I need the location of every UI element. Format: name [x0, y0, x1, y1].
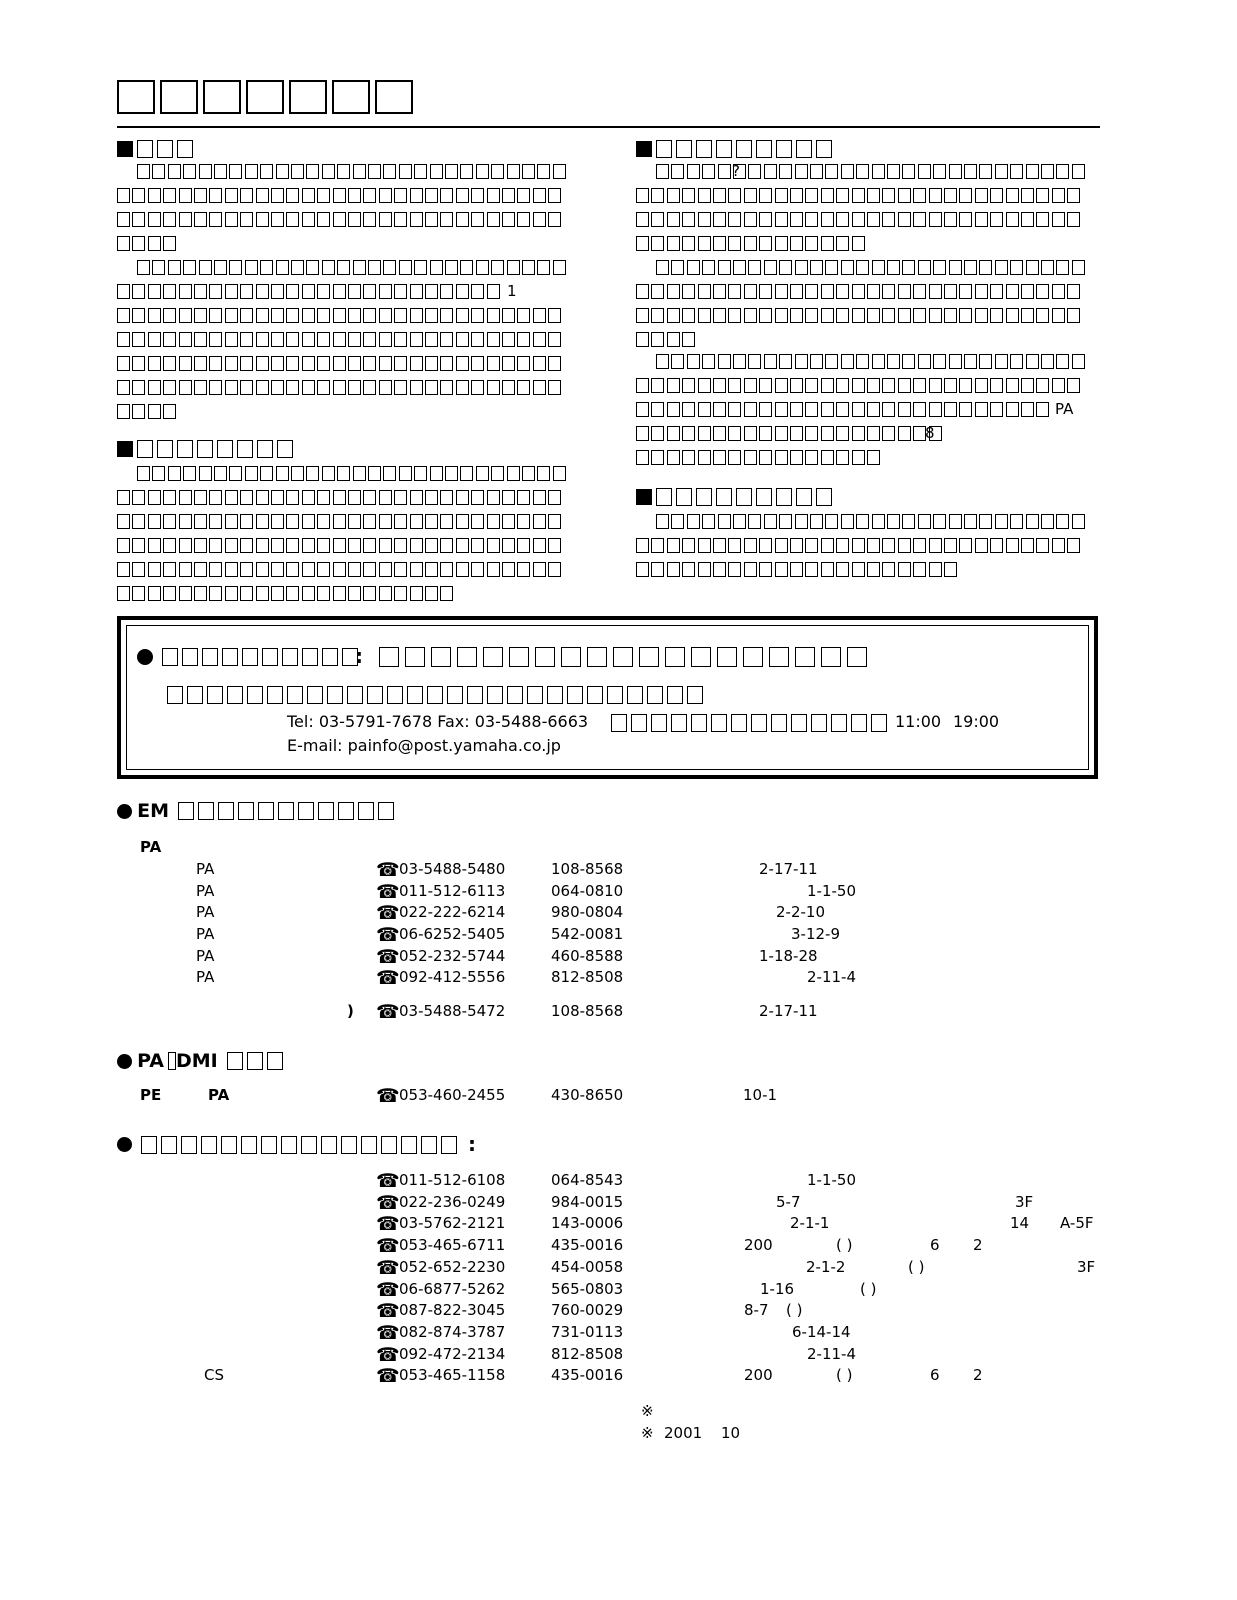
text-line [117, 582, 577, 606]
em-row-name: PA [196, 882, 215, 900]
service-zip: 454-0058 [551, 1257, 624, 1276]
service-tel: 03-5762-2121 [399, 1214, 506, 1233]
service-row [0, 1345, 1237, 1366]
pa-dmi-heading-dmi: DMI [175, 1050, 218, 1072]
em-heading [117, 800, 394, 824]
text-line [117, 232, 577, 256]
phone-icon: ☎ [376, 1235, 400, 1258]
service-addr: 2-1-2 [806, 1257, 846, 1276]
phone-icon: ☎ [376, 967, 400, 989]
text-line [636, 160, 1096, 184]
text-line [636, 208, 1096, 232]
contact-hours-start: 11:00 [895, 712, 942, 731]
service-extra2: A-5F [1060, 1214, 1094, 1233]
text-line [636, 374, 1096, 398]
phone-icon: ☎ [376, 1343, 400, 1366]
text-line [636, 232, 1096, 256]
text-line [636, 280, 1096, 304]
contact-tel-fax: Tel: 03-5791-7678 Fax: 03-5488-6663 [287, 712, 589, 731]
service-addr: 6-14-14 [792, 1322, 851, 1341]
text-line [117, 400, 577, 424]
inline-question: ? [732, 162, 740, 180]
service-row [0, 1214, 1237, 1235]
em-row [196, 968, 1096, 989]
contact-hours-end: 19:00 [953, 712, 1000, 731]
em-extra-tel: 03-5488-5472 [399, 1002, 506, 1020]
pa-dmi-tel: 053-460-2455 [399, 1086, 506, 1104]
em-row-addr: 2-17-11 [759, 860, 818, 878]
service-heading [117, 1134, 457, 1158]
em-group-label: PA [140, 838, 162, 856]
service-tel: 053-465-6711 [399, 1236, 506, 1255]
service-addr: 200 [744, 1236, 773, 1255]
service-extra: 3F [1077, 1257, 1096, 1276]
text-line [636, 558, 1096, 582]
pa-dmi-zip: 430-8650 [551, 1086, 624, 1104]
service-row [0, 1323, 1237, 1344]
phone-icon: ☎ [376, 946, 400, 968]
text-line [117, 558, 577, 582]
contact-heading [137, 646, 358, 668]
text-line [117, 304, 577, 328]
right-paragraph-1 [636, 160, 1096, 256]
service-tel: 011-512-6108 [399, 1171, 506, 1189]
service-addr: 200 [744, 1366, 773, 1385]
em-row-name: PA [196, 925, 215, 943]
service-addr: 1-1-50 [807, 1171, 856, 1189]
phone-icon: ☎ [376, 1278, 400, 1301]
service-n2: 2 [973, 1236, 983, 1255]
em-row [196, 947, 1096, 968]
phone-icon: ☎ [376, 1300, 400, 1323]
em-row [196, 903, 1096, 924]
service-addr: 2-11-4 [807, 1344, 856, 1363]
pa-dmi-row [140, 1086, 1100, 1107]
text-line [117, 208, 577, 232]
text-line [117, 160, 577, 184]
service-zip: 812-8508 [551, 1344, 624, 1363]
em-row-tel: 092-412-5556 [399, 968, 506, 986]
phone-icon: ☎ [376, 1191, 400, 1214]
service-addr: 2-1-1 [790, 1214, 830, 1233]
service-n2: 2 [973, 1366, 983, 1385]
service-zip: 731-0113 [551, 1322, 624, 1341]
service-addr: 1-16 [760, 1279, 795, 1298]
text-line [117, 376, 577, 400]
em-heading-text: EM [137, 800, 169, 822]
left-paragraph-3 [117, 462, 577, 606]
em-row [196, 925, 1096, 946]
em-row-zip: 980-0804 [551, 903, 624, 921]
note-year: 2001 [664, 1424, 703, 1442]
service-tel: 053-465-1158 [399, 1366, 506, 1385]
em-row-zip: 812-8508 [551, 968, 624, 986]
em-row-addr: 3-12-9 [791, 925, 840, 943]
em-row-name: PA [196, 903, 215, 921]
text-line [636, 256, 1096, 280]
service-row [0, 1258, 1237, 1279]
phone-icon: ☎ [376, 1001, 400, 1023]
service-row [0, 1301, 1237, 1322]
em-row-tel: 052-232-5744 [399, 947, 506, 965]
section-heading-right-1 [636, 138, 832, 160]
inline-pa: PA [1055, 400, 1074, 418]
phone-icon: ☎ [376, 924, 400, 946]
service-addr: 8-7 [744, 1301, 769, 1320]
note-mark-1: ※ [641, 1402, 654, 1420]
text-line [117, 510, 577, 534]
em-row-zip: 542-0081 [551, 925, 624, 943]
pa-dmi-label2: PA [208, 1086, 230, 1104]
service-addr: 5-7 [776, 1192, 801, 1211]
text-line [117, 486, 577, 510]
em-row-name: PA [196, 860, 215, 878]
service-zip: 984-0015 [551, 1192, 624, 1211]
em-extra-paren: ) [347, 1002, 354, 1020]
em-row-zip: 108-8568 [551, 860, 624, 878]
contact-box [117, 616, 1098, 779]
em-row-addr: 2-11-4 [807, 968, 856, 986]
text-line [636, 510, 1096, 534]
left-paragraph-1 [117, 160, 577, 256]
text-line [636, 422, 1096, 446]
contact-intro [163, 684, 703, 704]
section-heading-right-2 [636, 486, 832, 508]
em-row-tel: 06-6252-5405 [399, 925, 506, 943]
text-line [117, 256, 577, 280]
service-label: CS [204, 1366, 224, 1385]
em-row-name: PA [196, 968, 215, 986]
service-row [0, 1193, 1237, 1214]
section-heading-left-1 [117, 138, 193, 160]
text-line [117, 328, 577, 352]
em-extra-zip: 108-8568 [551, 1002, 624, 1020]
contact-email[interactable]: E-mail: painfo@post.yamaha.co.jp [287, 736, 561, 755]
em-row-tel: 022-222-6214 [399, 903, 506, 921]
service-paren: ( ) [836, 1236, 853, 1255]
phone-icon: ☎ [376, 1170, 400, 1192]
pa-dmi-addr: 10-1 [743, 1086, 778, 1104]
text-line [636, 534, 1096, 558]
service-tel: 087-822-3045 [399, 1301, 506, 1320]
contact-heading-tail [373, 646, 867, 667]
em-row [196, 882, 1096, 903]
service-paren: ( ) [860, 1279, 877, 1298]
service-zip: 435-0016 [551, 1366, 624, 1385]
right-paragraph-4 [636, 510, 1096, 582]
service-tel: 052-652-2230 [399, 1257, 506, 1276]
phone-icon: ☎ [376, 881, 400, 903]
service-extra: 14 [1010, 1214, 1030, 1233]
service-paren: ( ) [786, 1301, 803, 1320]
service-zip: 565-0803 [551, 1279, 624, 1298]
text-line [117, 184, 577, 208]
phone-icon: ☎ [376, 859, 400, 881]
text-line [636, 446, 1096, 470]
text-line [636, 398, 1096, 422]
em-row-name: PA [196, 947, 215, 965]
text-line [117, 534, 577, 558]
phone-icon: ☎ [376, 1085, 400, 1107]
pa-dmi-heading-pa: PA [137, 1050, 164, 1072]
note-mark-2: ※ [641, 1424, 654, 1442]
service-zip: 435-0016 [551, 1236, 624, 1255]
service-zip: 760-0029 [551, 1301, 624, 1320]
text-line [117, 462, 577, 486]
em-row-zip: 064-0810 [551, 882, 624, 900]
service-row [0, 1236, 1237, 1257]
right-paragraph-2 [636, 256, 1096, 352]
phone-icon: ☎ [376, 902, 400, 924]
em-row [196, 860, 1096, 881]
em-row-tel: 03-5488-5480 [399, 860, 506, 878]
service-row [0, 1171, 1237, 1192]
section-heading-left-2 [117, 438, 293, 460]
right-paragraph-3 [636, 350, 1096, 470]
contact-colon: : [355, 644, 363, 668]
em-extra-row [140, 1002, 1100, 1023]
service-zip: 143-0006 [551, 1214, 624, 1233]
em-row-zip: 460-8588 [551, 947, 624, 965]
service-n1: 6 [930, 1236, 940, 1255]
text-line [636, 304, 1096, 328]
pa-dmi-heading [117, 1050, 283, 1074]
service-paren: ( ) [908, 1257, 925, 1276]
note-month: 10 [721, 1424, 741, 1442]
contact-hours-label [607, 712, 887, 732]
phone-icon: ☎ [376, 1321, 400, 1344]
text-line [636, 184, 1096, 208]
service-zip: 064-8543 [551, 1171, 624, 1189]
text-line [117, 352, 577, 376]
service-row [0, 1366, 1237, 1387]
inline-eight: 8 [925, 424, 935, 442]
pa-dmi-label1: PE [140, 1086, 162, 1104]
phone-icon: ☎ [376, 1213, 400, 1236]
service-colon: : [468, 1132, 476, 1156]
service-tel: 022-236-0249 [399, 1192, 506, 1211]
phone-icon: ☎ [376, 1365, 400, 1388]
em-extra-addr: 2-17-11 [759, 1002, 818, 1020]
service-row [0, 1280, 1237, 1301]
em-row-addr: 1-18-28 [759, 947, 818, 965]
em-row-tel: 011-512-6113 [399, 882, 506, 900]
service-tel: 092-472-2134 [399, 1344, 506, 1363]
phone-icon: ☎ [376, 1256, 400, 1279]
service-paren: ( ) [836, 1366, 853, 1385]
service-n1: 6 [930, 1366, 940, 1385]
service-extra: 3F [1015, 1192, 1034, 1211]
inline-number: 1 [507, 282, 517, 300]
page-title [117, 80, 1100, 128]
text-line [636, 328, 1096, 352]
service-tel: 06-6877-5262 [399, 1279, 506, 1298]
text-line [636, 350, 1096, 374]
service-tel: 082-874-3787 [399, 1322, 506, 1341]
em-row-addr: 2-2-10 [776, 903, 825, 921]
em-row-addr: 1-1-50 [807, 882, 856, 900]
